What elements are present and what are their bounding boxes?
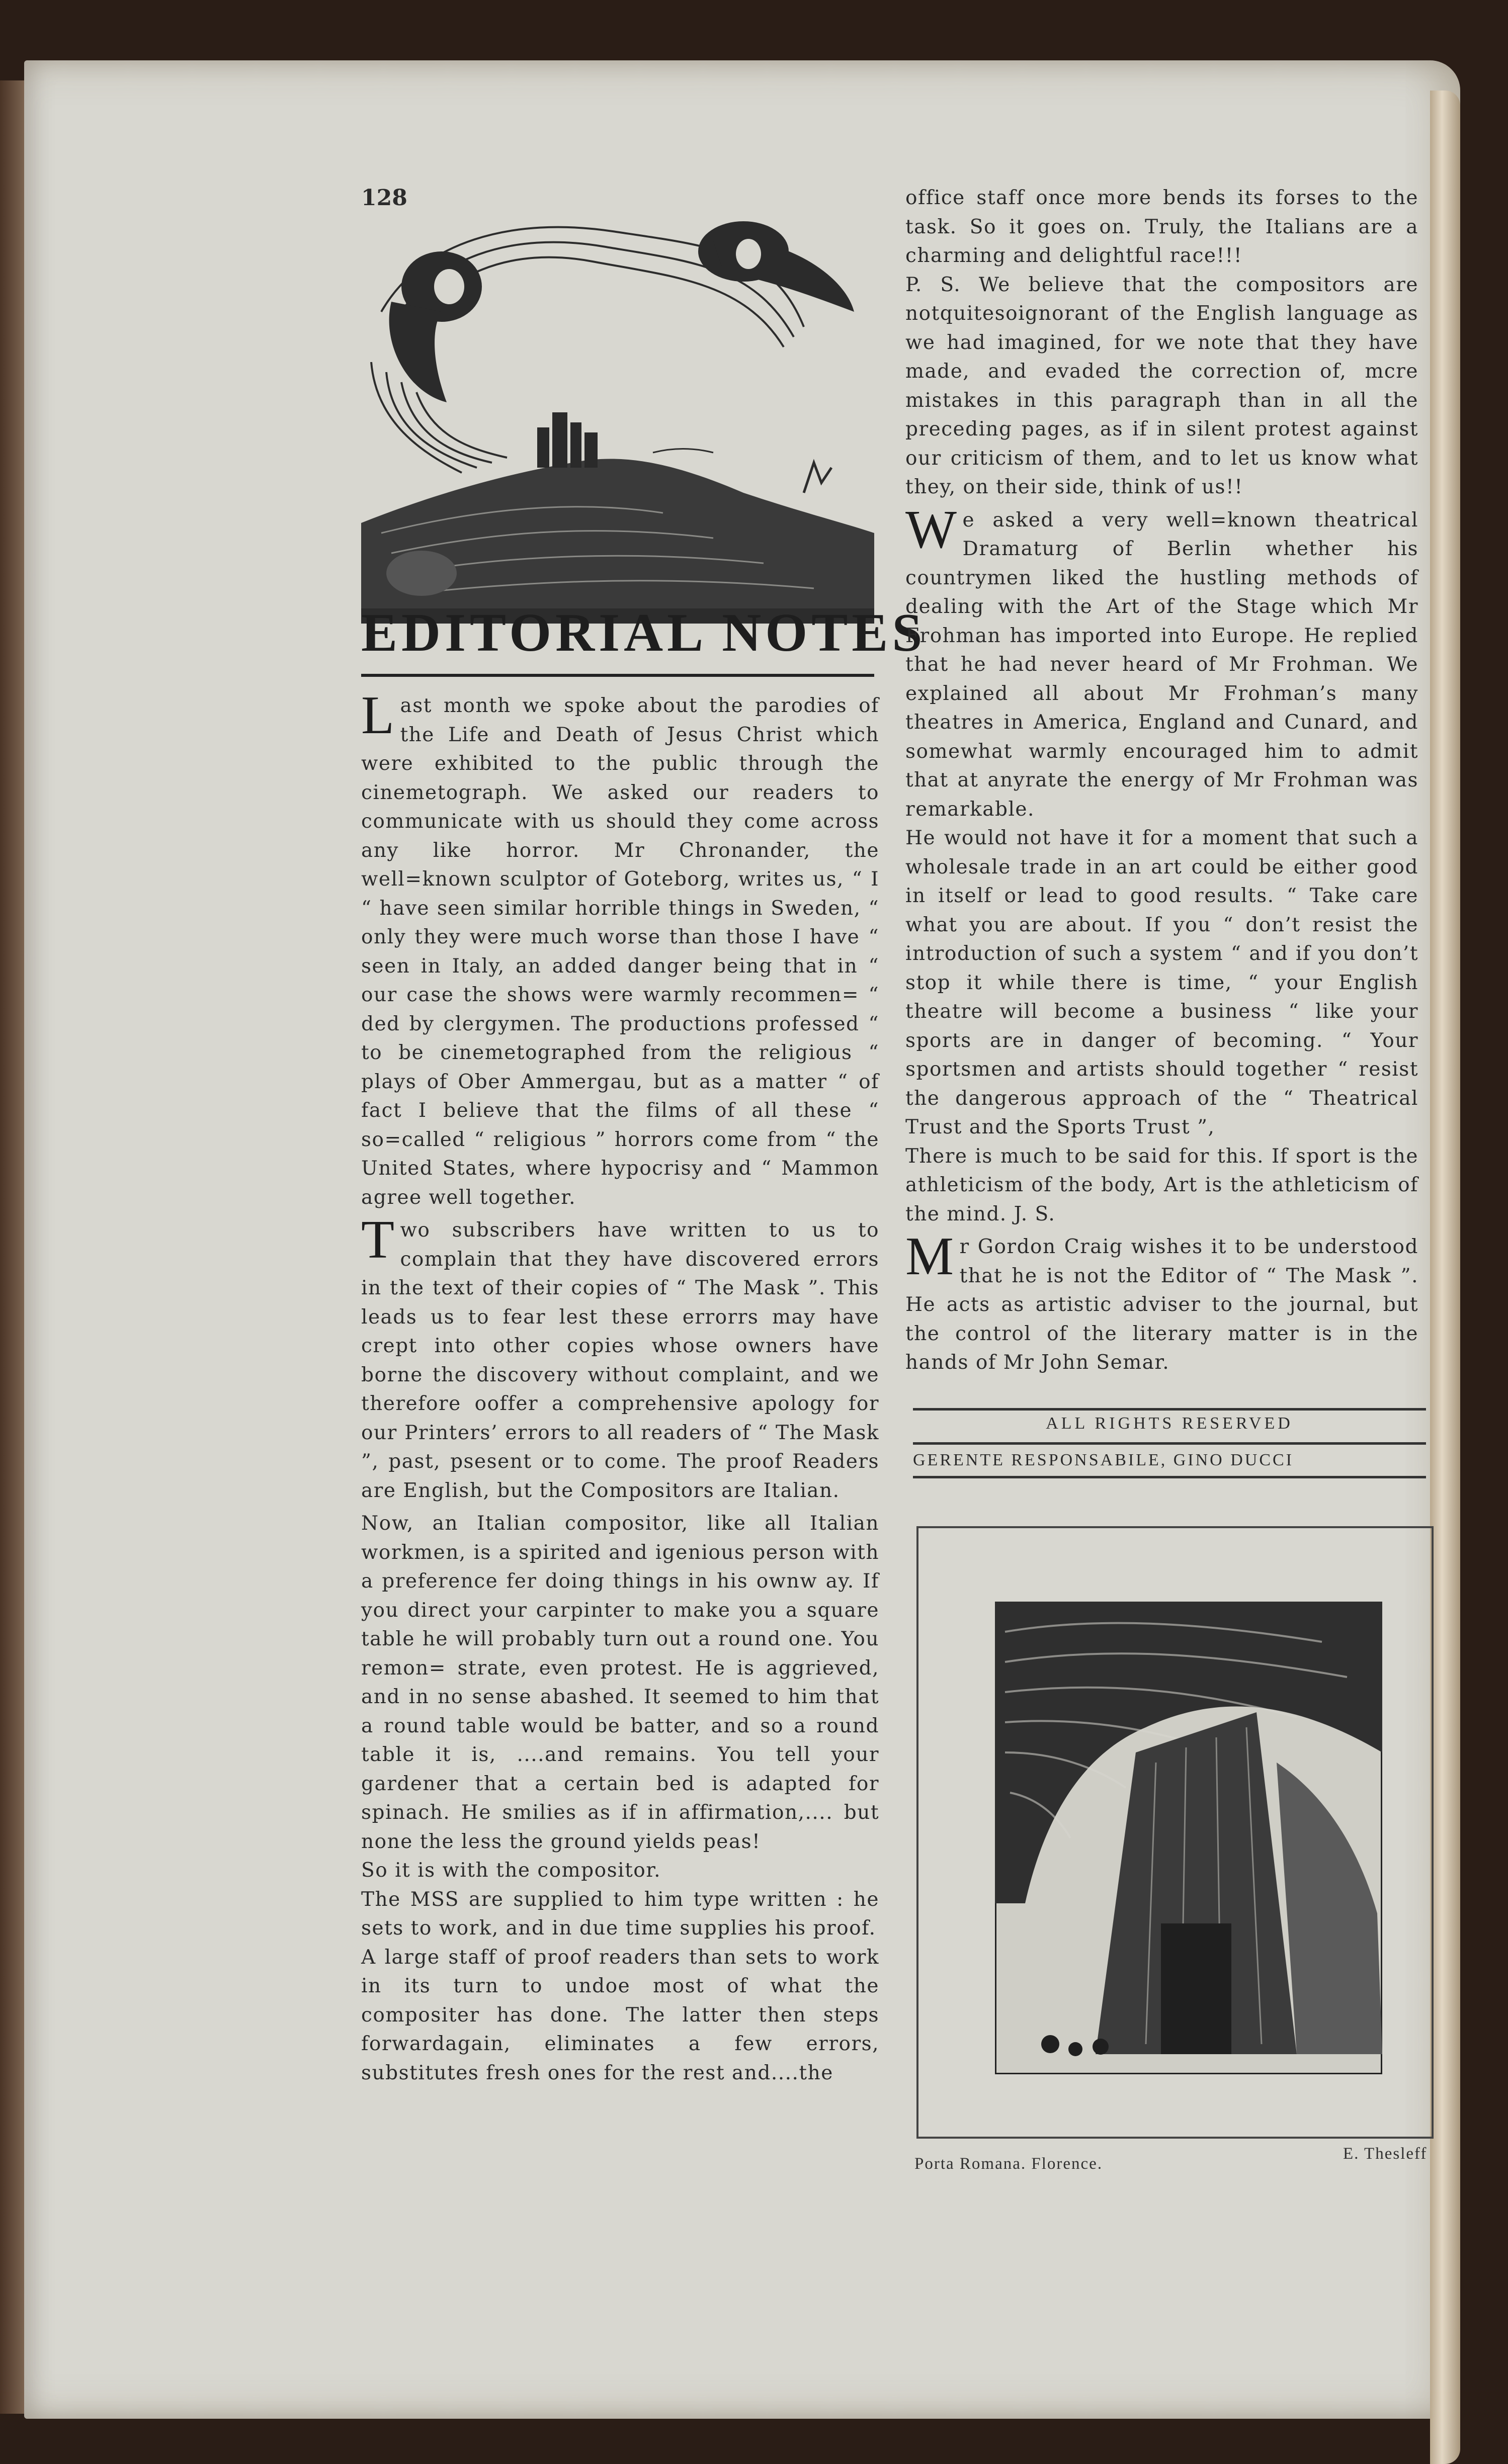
book-spine: [0, 80, 24, 2414]
drop-cap: M: [905, 1226, 955, 1286]
paragraph-text: ast month we spoke about the parodies of the Life and Death of Jesus Christ which were exhibited to the public through the cinemetograph. We asked our readers to communicate with us should they come across any like horror. Mr Chronander, the well=known sculptor of Goteborg, writes us, “ I “ have seen similar horrible things in Sweden, “ only they were much worse than those I have “ seen in Italy, an added danger being that in “ our case the shows were warmly recommen= “ ded by clergymen. The productions professed “ to be cinemetographed from the religious “ plays of Ober Ammergau, but as a matter “ of fact I believe that the films of all these “ so=called “ religious ” horrors come from “ the United States, where hypocrisy and “ Mammon agree well together.: [361, 694, 879, 1209]
paragraph-gordon-craig: [905, 1226, 1418, 1377]
paragraph-text: There is much to be said for this. If sport is the athleticism of the body, Art is the athleticism of the mind.: [905, 1145, 1418, 1225]
plate-artist: E. Thesleff: [1343, 2145, 1428, 2163]
paragraph-compositor: Now, an Italian compositor, like all Italian workmen, is a spirited and igenious person with a preference fer doing things in his ownw ay. If you direct your carpinter to make you a square table he will probably turn out a round one. You remon= strate, even protest. He is aggrieved, and in no sense abashed. It seemed to him that a round table would be batter, and so a round table it is, ....and remains. You tell your gardener that a certain bed is adapted for spinach. He smilies as if in affirmation,.... but none the less the ground yields peas!: [361, 1512, 879, 1853]
page-edge: [1430, 91, 1460, 2464]
headpiece-engraving: [361, 211, 874, 624]
drop-cap: W: [905, 499, 958, 560]
left-column: [361, 685, 879, 2087]
paragraph-text: e asked a very well=known theatrical Dramaturg of Berlin whether his countrymen liked the hustling methods of dealing with the Art of the Stage which Mr Frohman has imported into Europe. He replied that he had never heard of Mr Frohman. We explained all about Mr Frohman’s many theatres in America, England and Cunard, and somewhat warmly encouraged him to admit that at anyrate the energy of Mr Frohman was remarkable.: [905, 508, 1418, 821]
paragraph-athleticism: [905, 1142, 1418, 1229]
rule-bottom: [913, 1476, 1426, 1478]
drop-cap: L: [361, 685, 395, 745]
paragraph-mss: The MSS are supplied to him type written : he sets to work, and in due time supplies his proof.: [361, 1888, 879, 1940]
paragraph-wholesale: He would not have it for a moment that such a wholesale trade in an art could be either good in itself or lead to good results. “ Take care what you are about. If you “ don’t resist the introduction of such a system “ and if you don’t stop it while there is time, “ your English theatre will become a business “ like your sports are in danger of becoming. “ Your sportsmen and artists should together “ resist the dangerous approach of the “ Theatrical Trust and the Sports Trust ”,: [905, 827, 1418, 1138]
right-column: [905, 184, 1418, 1377]
gerente-notice: GERENTE RESPONSABILE, GINO DUCCI: [913, 1451, 1294, 1469]
paragraph-parodies: [361, 685, 879, 1212]
paragraph-text: r Gordon Craig wishes it to be understood that he is not the Editor of “ The Mask ”. He acts as artistic adviser to the journal, but the control of the literary matter is in the hands of Mr John Semar.: [905, 1236, 1418, 1374]
paragraph-office-staff: office staff once more bends its forses to the task. So it goes on. Truly, the Italians are a charming and delightful race!!!: [905, 187, 1418, 267]
paragraph-postscript: P. S. We believe that the compositors are notquitesoignorant of the English language as we had imagined, for we note that they have made, and evaded the correction of, mcre mistakes in this paragraph than in all the preceding pages, as if in silent protest against our criticism of them, and to let us know what they, on their side, think of us!!: [905, 273, 1418, 498]
rights-notice: ALL RIGHTS RESERVED: [1046, 1414, 1293, 1433]
signature-initials: J. S.: [1014, 1202, 1056, 1225]
plate-caption: Porta Romana. Florence.: [914, 2155, 1103, 2173]
rule-top: [913, 1408, 1426, 1411]
section-heading: EDITORIAL NOTES: [361, 603, 927, 663]
rule-middle: [913, 1442, 1426, 1445]
page-number: 128: [361, 185, 407, 211]
paragraph-so-it-is: So it is with the compositor.: [361, 1859, 661, 1882]
paragraph-subscribers: [361, 1210, 879, 1505]
woodcut-illustration: [995, 1602, 1382, 2074]
paragraph-dramaturg: [905, 499, 1418, 824]
paragraph-text: wo subscribers have written to us to complain that they have discovered errors in the text of their copies of “ The Mask ”. This leads us to fear lest these errorrs may have crept into other copies whose owners have borne the discovery without complaint, and we therefore ooffer a comprehensive apology for our Printers’ errors to all readers of “ The Mask ”, past, psesent or to come. The proof Readers are English, but the Compositors are Italian.: [361, 1219, 879, 1502]
drop-cap: T: [361, 1210, 395, 1270]
heading-rule: [361, 674, 874, 677]
paragraph-proof-readers: A large staff of proof readers than sets to work in its turn to undoe most of what the compositer has done. The latter then steps forwardagain, eliminates a few errors, substitutes fresh ones for the rest and....the: [361, 1946, 879, 2084]
